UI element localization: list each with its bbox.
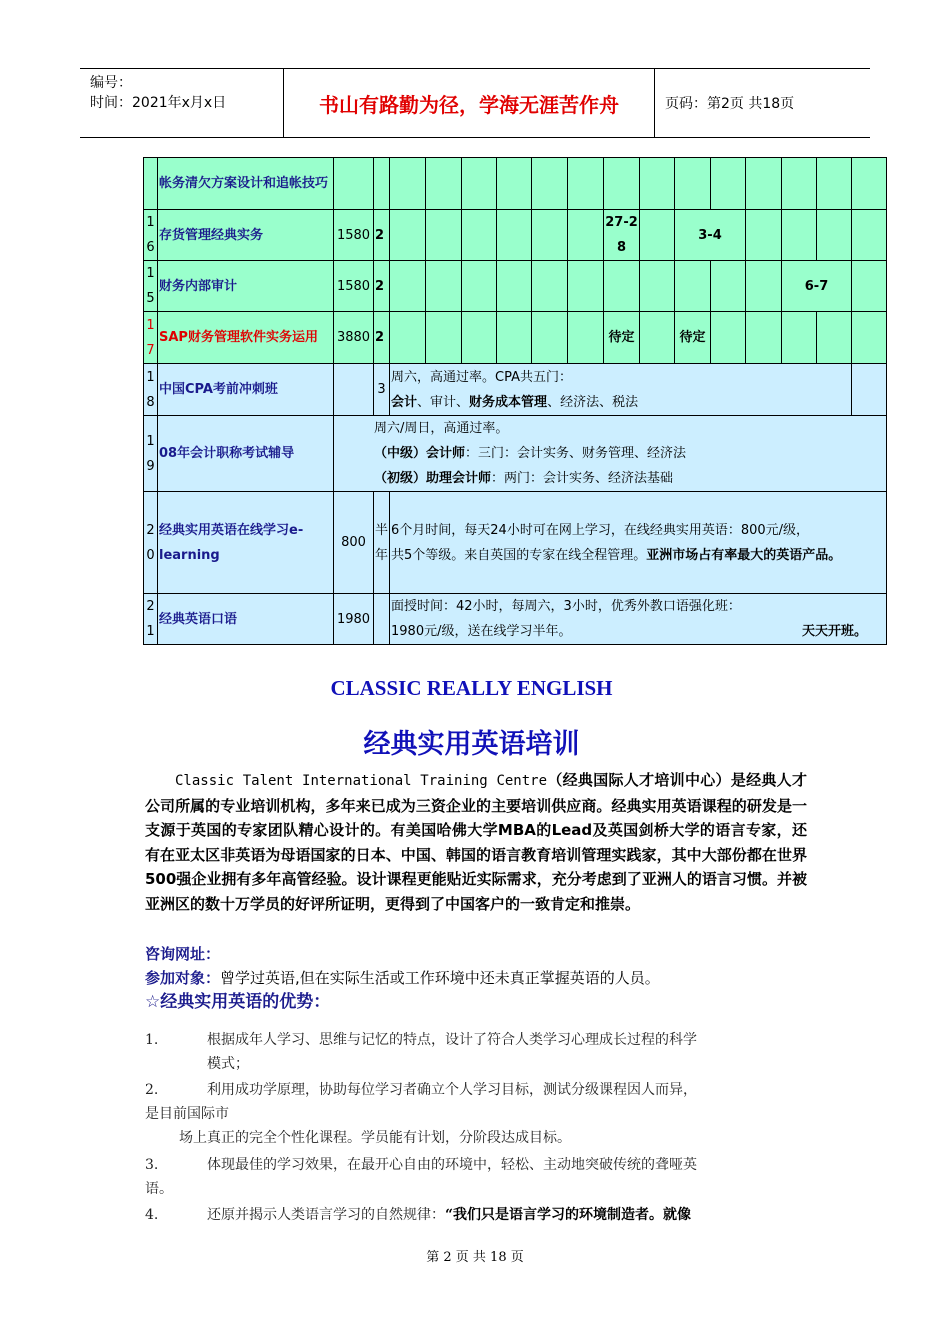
schedule-date: 6-7: [782, 261, 852, 312]
page-header: [80, 68, 870, 138]
list-item: 3. 体现最佳的学习效果，在最开心自由的环境中，轻松、主动地突破传统的聋哑英 语。: [145, 1157, 697, 1197]
course-price: 800: [334, 492, 374, 594]
course-info: [390, 594, 887, 645]
target-line: [145, 966, 810, 990]
course-name: SAP财务管理软件实务运用: [158, 312, 334, 364]
header-info: [80, 69, 280, 137]
row-number: 17: [144, 312, 158, 364]
schedule-date: 待定: [604, 312, 640, 364]
table-row: [144, 492, 887, 594]
course-info: [334, 416, 887, 492]
row-number: [144, 158, 158, 210]
course-name: 经典实用英语在线学习e-learning: [158, 492, 334, 594]
number-label: 编号：: [90, 75, 132, 91]
course-name: 08年会计职称考试辅导: [158, 416, 334, 492]
info-line: （初级）助理会计师：两门：会计实务、经济法基础: [374, 471, 674, 486]
course-days: 2: [374, 210, 390, 261]
info-line: 面授时间：42小时，每周六，3小时，优秀外教口语强化班：: [391, 599, 741, 614]
info-line: （中级）会计师：三门：会计实务、财务管理、经济法: [374, 446, 687, 461]
course-days: 3: [374, 364, 390, 416]
intro-english: Classic Talent International Training Centre: [175, 773, 548, 789]
chinese-title: 经典实用英语培训: [363, 729, 580, 760]
row-number: 19: [144, 416, 158, 492]
target-text: 曾学过英语,但在实际生活或工作环境中还未真正掌握英语的人员。: [220, 969, 660, 987]
course-price: 1580: [334, 210, 374, 261]
course-info: [390, 364, 852, 416]
course-name: 帐务清欠方案设计和追帐技巧: [158, 158, 334, 210]
list-item: 1. 根据成年人学习、思维与记忆的特点，设计了符合人类学习心理成长过程的科学 模式；: [145, 1032, 697, 1072]
row-number: 18: [144, 364, 158, 416]
course-days: 2: [374, 312, 390, 364]
course-unit: 半年: [374, 492, 390, 594]
info-line: 会计、审计、财务成本管理、经济法、税法: [391, 394, 639, 410]
schedule-date: 待定: [675, 312, 711, 364]
advantages-title: ☆经典实用英语的优势：: [145, 992, 331, 1012]
english-title: CLASSIC REALLY ENGLISH: [330, 676, 613, 700]
intro-text: （经典国际人才培训中心）是经典人才公司所属的专业培训机构，多年来已成为三资企业的主要培训供应商。经典实用英语课程的研发是一支源于英国的专家团队精心设计的。有美国哈佛大学MBA的Lead及英国剑桥大学的语言专家，还有在亚太区非英语为母语国家的日本、中国、韩国的语言教育培训管理实践家，其中大部份都在世界500强企业拥有多年高管经验。设计课程更能贴近实际需求，充分考虑到了亚洲人的语言习惯。并被亚洲区的数十万学员的好评所证明，更得到了中国客户的一致肯定和推崇。: [145, 771, 807, 913]
table-row: [144, 416, 887, 492]
table-row: [144, 364, 887, 416]
table-row: [144, 594, 887, 645]
list-item: 2. 利用成功学原理，协助每位学习者确立个人学习目标，测试分级课程因人而异， 是目前国际市 场上真正的完全个性化课程。学员能有计划，分阶段达成目标。: [145, 1082, 697, 1146]
row-number: 15: [144, 261, 158, 312]
row-number: 20: [144, 492, 158, 594]
consult-label: 咨询网址：: [145, 945, 221, 963]
course-price: 1980: [334, 594, 374, 645]
date-label: 时间：2021年x月x日: [90, 95, 227, 111]
table-row: [144, 158, 887, 210]
info-line: 6个月时间，每天24小时可在网上学习，在线经典实用英语：800元/级，: [391, 522, 810, 538]
course-days: 2: [374, 261, 390, 312]
schedule-date: 27-28: [604, 210, 640, 261]
info-line: 1980元/级，送在线学习半年。 天天开班。: [391, 624, 868, 639]
row-number: 16: [144, 210, 158, 261]
course-info: [390, 492, 887, 594]
page-footer: 第 2 页 共 18 页: [426, 1250, 524, 1265]
course-name: 财务内部审计: [158, 261, 334, 312]
table-row: [144, 312, 887, 364]
course-name: 经典英语口语: [158, 594, 334, 645]
intro-paragraph: [145, 768, 807, 916]
schedule-date: 3-4: [675, 210, 746, 261]
info-line: 周六，高通过率。CPA共五门：: [391, 369, 572, 385]
course-name: 存货管理经典实务: [158, 210, 334, 261]
row-number: 21: [144, 594, 158, 645]
motto: 书山有路勤为径，学海无涯苦作舟: [283, 69, 655, 137]
page-label: 页码：第2页 共18页: [665, 96, 795, 112]
list-item: 4. 还原并揭示人类语言学习的自然规律：“我们只是语言学习的环境制造者。就像: [145, 1207, 692, 1223]
info-line: 共5个等级。来自英国的专家在线全程管理。亚洲市场占有率最大的英语产品。: [391, 547, 842, 563]
table-row: [144, 210, 887, 261]
consult-line: [145, 942, 810, 966]
table-row: [144, 261, 887, 312]
info-line: 周六/周日，高通过率。: [374, 421, 509, 436]
course-name: 中国CPA考前冲刺班: [158, 364, 334, 416]
course-table: [143, 157, 887, 645]
course-price: 3880: [334, 312, 374, 364]
target-label: 参加对象：: [145, 969, 221, 987]
course-price: 1580: [334, 261, 374, 312]
